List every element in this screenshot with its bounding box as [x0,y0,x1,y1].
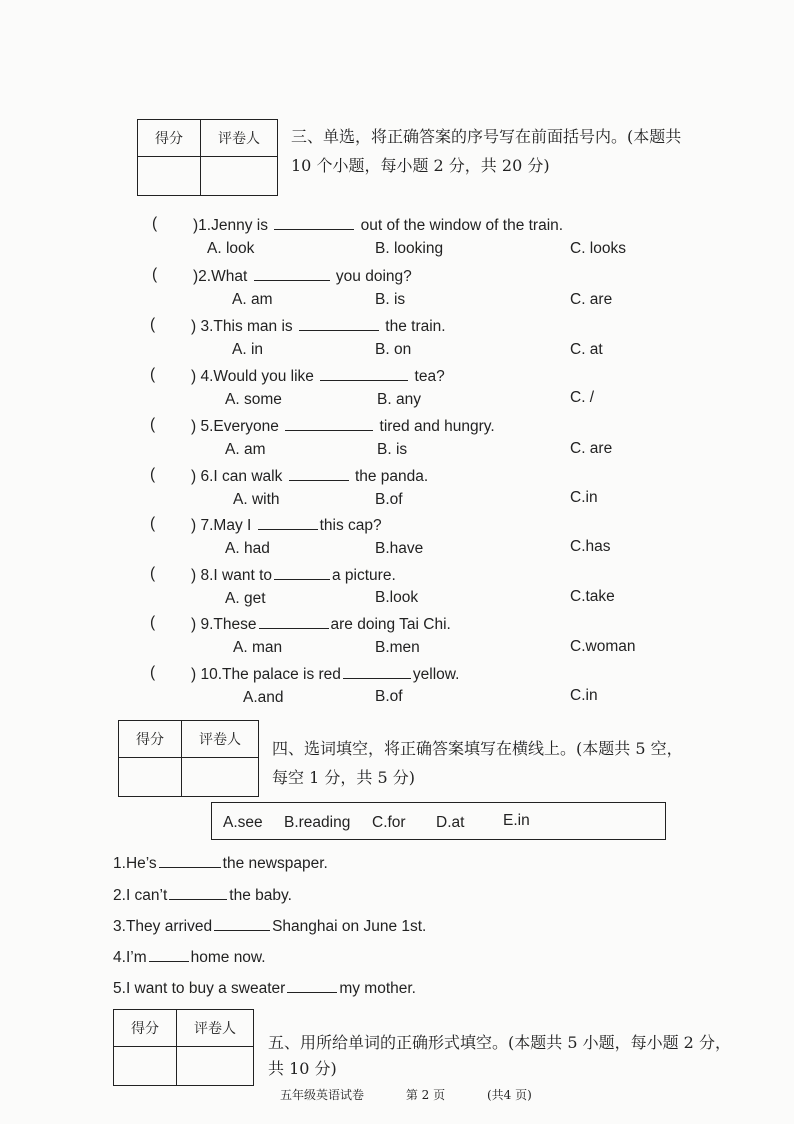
answer-blank [289,466,349,481]
footer-exam-title: 五年级英语试卷 [280,1088,365,1102]
option-a: A. with [233,491,280,508]
grader-label: 评卷人 [177,1010,253,1047]
word-option: A.see [223,814,263,831]
section4-heading-line1: 四、选词填空，将正确答案填写在横线上。(本题共 5 空， [272,739,683,758]
option-c: C. / [570,389,595,406]
question-stem: ) 5.Everyone tired and hungry. [191,418,495,435]
answer-paren: ( [150,515,156,532]
option-c: C.woman [570,638,636,655]
option-a: A. in [232,341,264,358]
option-a: A. man [233,639,283,656]
section5-heading-line1: 五、用所给单词的正确形式填空。(本题共 5 小题，每小题 2 分， [268,1033,731,1052]
answer-blank [169,885,227,900]
answer-paren: ( [150,366,156,383]
footer [280,1086,532,1103]
answer-paren: ( [150,664,156,681]
answer-blank [259,614,329,629]
option-b: B. is [377,441,408,458]
score-box-section5 [113,1009,254,1086]
word-option: E.in [503,812,530,829]
section5-heading-line2: 共 10 分) [268,1059,337,1078]
option-c: C. at [570,341,603,358]
section4-heading-line2: 每空 1 分，共 5 分) [272,768,415,787]
fill-item: 5.I want to buy a sweater my mother. [113,980,416,997]
answer-blank [149,947,189,962]
score-label: 得分 [114,1010,177,1047]
score-label: 得分 [119,721,182,758]
fill-item: 2.I can’t the baby. [113,887,292,904]
question-stem: ) 9.These are doing Tai Chi. [191,616,451,633]
footer-total-pages: (共4 页) [486,1088,532,1102]
answer-blank [274,565,330,580]
option-a: A. am [225,441,266,458]
question-stem: ) 10.The palace is red yellow. [191,666,460,683]
score-cell [114,1047,177,1085]
answer-paren: ( [152,215,158,232]
word-bank [211,802,666,840]
option-b: B. looking [375,240,444,257]
answer-paren: ( [152,266,158,283]
answer-blank [343,664,411,679]
footer-page-number: 第 2 页 [405,1088,446,1102]
score-box-section3 [137,119,278,196]
option-b: B.look [375,589,419,606]
answer-paren: ( [150,565,156,582]
answer-blank [299,316,379,331]
grader-label: 评卷人 [182,721,258,758]
score-cell [138,157,201,195]
question-stem: ) 6.I can walk the panda. [191,468,429,485]
question-stem: ) 4.Would you like tea? [191,368,445,385]
section3-heading-line2: 10 个小题，每小题 2 分，共 20 分) [291,156,550,175]
answer-paren: ( [150,614,156,631]
answer-blank [214,916,270,931]
answer-paren: ( [150,316,156,333]
answer-blank [254,266,330,281]
option-b: B. any [377,391,421,408]
fill-item: 3.They arrived Shanghai on June 1st. [113,918,427,935]
question-stem: ) 8.I want to a picture. [191,567,396,584]
option-b: B.men [375,639,420,656]
option-a: A. get [225,590,266,607]
question-stem: )1.Jenny is out of the window of the train. [193,217,564,234]
option-b: B. on [375,341,412,358]
word-option: C.for [372,814,406,831]
option-a: A. am [232,291,273,308]
grader-label: 评卷人 [201,120,277,157]
fill-item: 4.I’m home now. [113,949,266,966]
option-a: A. look [207,240,255,257]
option-b: B. is [375,291,406,308]
answer-blank [287,978,337,993]
option-c: C.in [570,687,598,704]
option-c: C. are [570,440,613,457]
answer-blank [258,515,318,530]
answer-blank [274,215,354,230]
question-stem: )2.What you doing? [193,268,412,285]
option-a: A. some [225,391,282,408]
answer-paren: ( [150,466,156,483]
question-stem: ) 7.May I this cap? [191,517,382,534]
word-option: B.reading [284,814,351,831]
option-b: B.of [375,491,403,508]
word-option: D.at [436,814,465,831]
score-label: 得分 [138,120,201,157]
option-c: C.take [570,588,615,605]
fill-item: 1.He’s the newspaper. [113,855,328,872]
answer-blank [320,366,408,381]
score-box-section4 [118,720,259,797]
option-a: A.and [243,689,284,706]
option-c: C.has [570,538,611,555]
answer-paren: ( [150,416,156,433]
score-cell [119,758,182,796]
section3-heading-line1: 三、单选，将正确答案的序号写在前面括号内。(本题共 [291,127,682,146]
option-c: C. are [570,291,613,308]
question-stem: ) 3.This man is the train. [191,318,446,335]
option-b: B.have [375,540,424,557]
answer-blank [159,853,221,868]
option-a: A. had [225,540,270,557]
option-b: B.of [375,688,403,705]
answer-blank [285,416,373,431]
option-c: C.in [570,489,598,506]
option-c: C. looks [570,240,626,257]
